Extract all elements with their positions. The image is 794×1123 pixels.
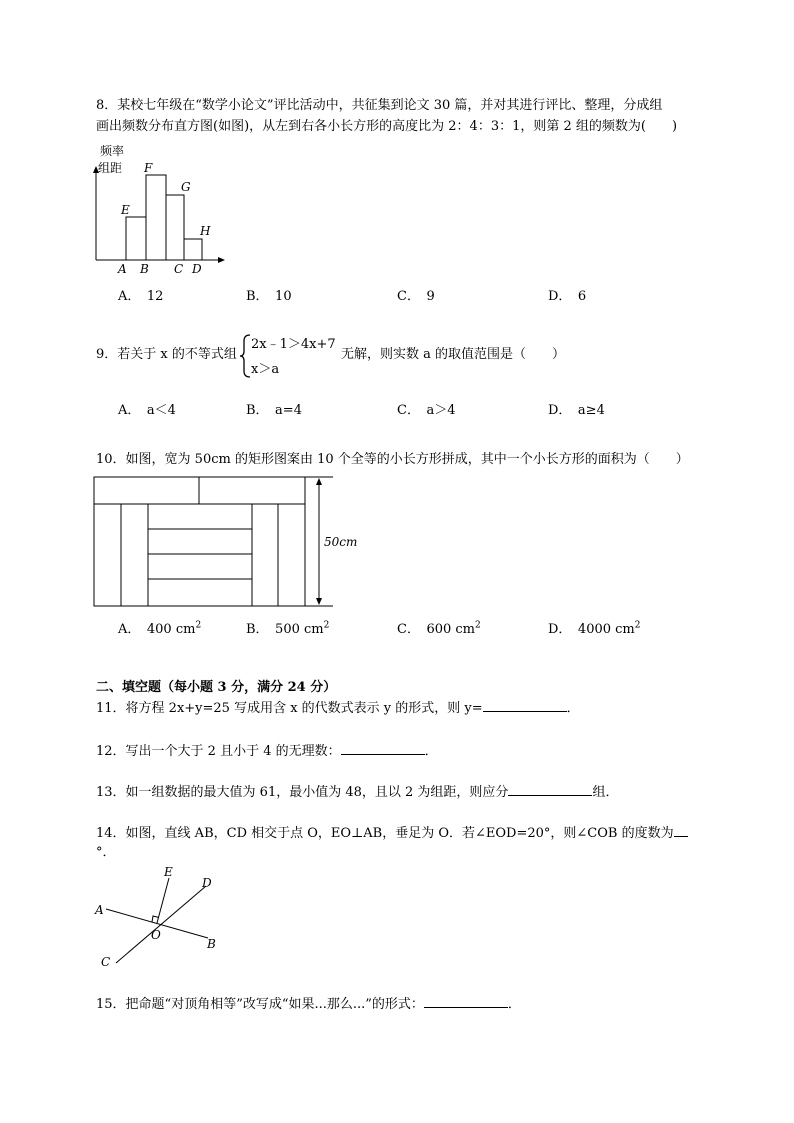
x-label-d: D [192,262,202,276]
q12-text: 12．写出一个大于 2 且小于 4 的无理数： [96,744,341,759]
point-o: O [151,928,161,942]
x-label-c: C [174,262,184,276]
bar-e [126,217,146,260]
q10-option-a[interactable]: A． 400 $cm^2$ [118,620,202,637]
q14-text: 14．如图，直线 AB，CD 相交于点 O，EO⊥AB，垂足为 O．若∠EOD=20°，则∠COB 的度数为 [96,826,674,841]
q10-text: 10．如图，宽为 50cm 的矩形图案由 10 个全等的小长方形拼成，其中一个小长方形的面积为（ ） [96,452,689,467]
x-axis-arrow [218,257,225,263]
dim-arrow-bottom [316,598,322,605]
bar-label-e: E [121,203,130,217]
section-heading: 二、填空题（每小题 3 分，满分 24 分） [96,680,337,695]
q14-line2: °． [96,845,116,860]
intersecting-lines-figure [90,862,230,970]
q14-blank[interactable] [674,824,688,837]
q8-option-c[interactable]: C． 9 [397,289,435,304]
q13-end: 组． [592,785,619,800]
q9-prefix: 9．若关于 x 的不等式组 [96,347,237,362]
q13 [96,783,618,803]
q9-option-b[interactable]: B． a=4 [246,403,302,418]
q11-text: 11．将方程 2x+y=25 写成用含 x 的代数式表示 y 的形式，则 y= [96,701,483,716]
q15-blank[interactable] [424,995,508,1008]
bar-h [184,239,202,260]
bar-f [146,175,166,260]
bar-label-f: F [144,161,153,175]
q8-option-a[interactable]: A． 12 [118,289,164,304]
q9-suffix: 无解，则实数 a 的取值范围是（ ） [341,347,566,362]
q9-option-c[interactable]: C． a＞4 [397,403,456,418]
histogram-ylabel-bottom: 组距 [98,161,123,175]
point-a: A [95,903,104,917]
bar-label-g: G [181,180,191,194]
q15 [96,995,521,1015]
dim-arrow-top [316,478,322,485]
ray-oe [157,878,169,923]
q8-line2: 画出频数分布直方图(如图)，从左到右各小长方形的高度比为 2：4：3：1，则第 2 组的频数为( ) [96,119,678,134]
q15-text: 15．把命题“对顶角相等”改写成“如果...那么...”的形式： [96,997,424,1012]
x-label-a: A [118,262,127,276]
x-label-b: B [140,262,149,276]
q11 [96,699,580,719]
q8-option-b[interactable]: B． 10 [246,289,292,304]
q9-inequality-2: x＞a [251,362,280,377]
point-d: D [202,876,212,890]
q10-option-d[interactable]: D． 4000 $cm^2$ [548,620,641,637]
dimension-label: 50cm [324,535,358,549]
q11-blank[interactable] [483,699,567,712]
rectangle-figure [93,476,368,610]
q14-line1 [96,824,688,844]
point-e: E [164,865,173,879]
q13-text: 13．如一组数据的最大值为 61，最小值为 48，且以 2 为组距，则应分 [96,785,509,800]
point-c: C [101,955,111,969]
q9-inequality-1: 2x﹣1＞4x+7 [251,337,336,352]
q8-option-d[interactable]: D． 6 [548,289,587,304]
histogram-figure [88,142,238,277]
q10-option-c[interactable]: C． 600 $cm^2$ [397,620,481,637]
q10-option-b[interactable]: B． 500 $cm^2$ [246,620,330,637]
histogram-ylabel-top: 频率 [100,144,125,158]
q11-end: ． [566,701,580,716]
bar-g [166,195,184,260]
q9-option-d[interactable]: D． a≥4 [548,403,605,418]
point-b: B [207,937,216,951]
q9-option-a[interactable]: A． a＜4 [118,403,176,418]
q12-blank[interactable] [341,742,425,755]
line-cd [116,886,206,963]
q13-blank[interactable] [508,783,592,796]
q15-end: ． [507,997,521,1012]
q12-end: ． [424,744,438,759]
bar-label-h: H [200,224,211,238]
q12 [96,742,438,762]
q8-line1: 8．某校七年级在“数学小论文”评比活动中，共征集到论文 30 篇，并对其进行评比、整理，分成组 [96,98,663,113]
